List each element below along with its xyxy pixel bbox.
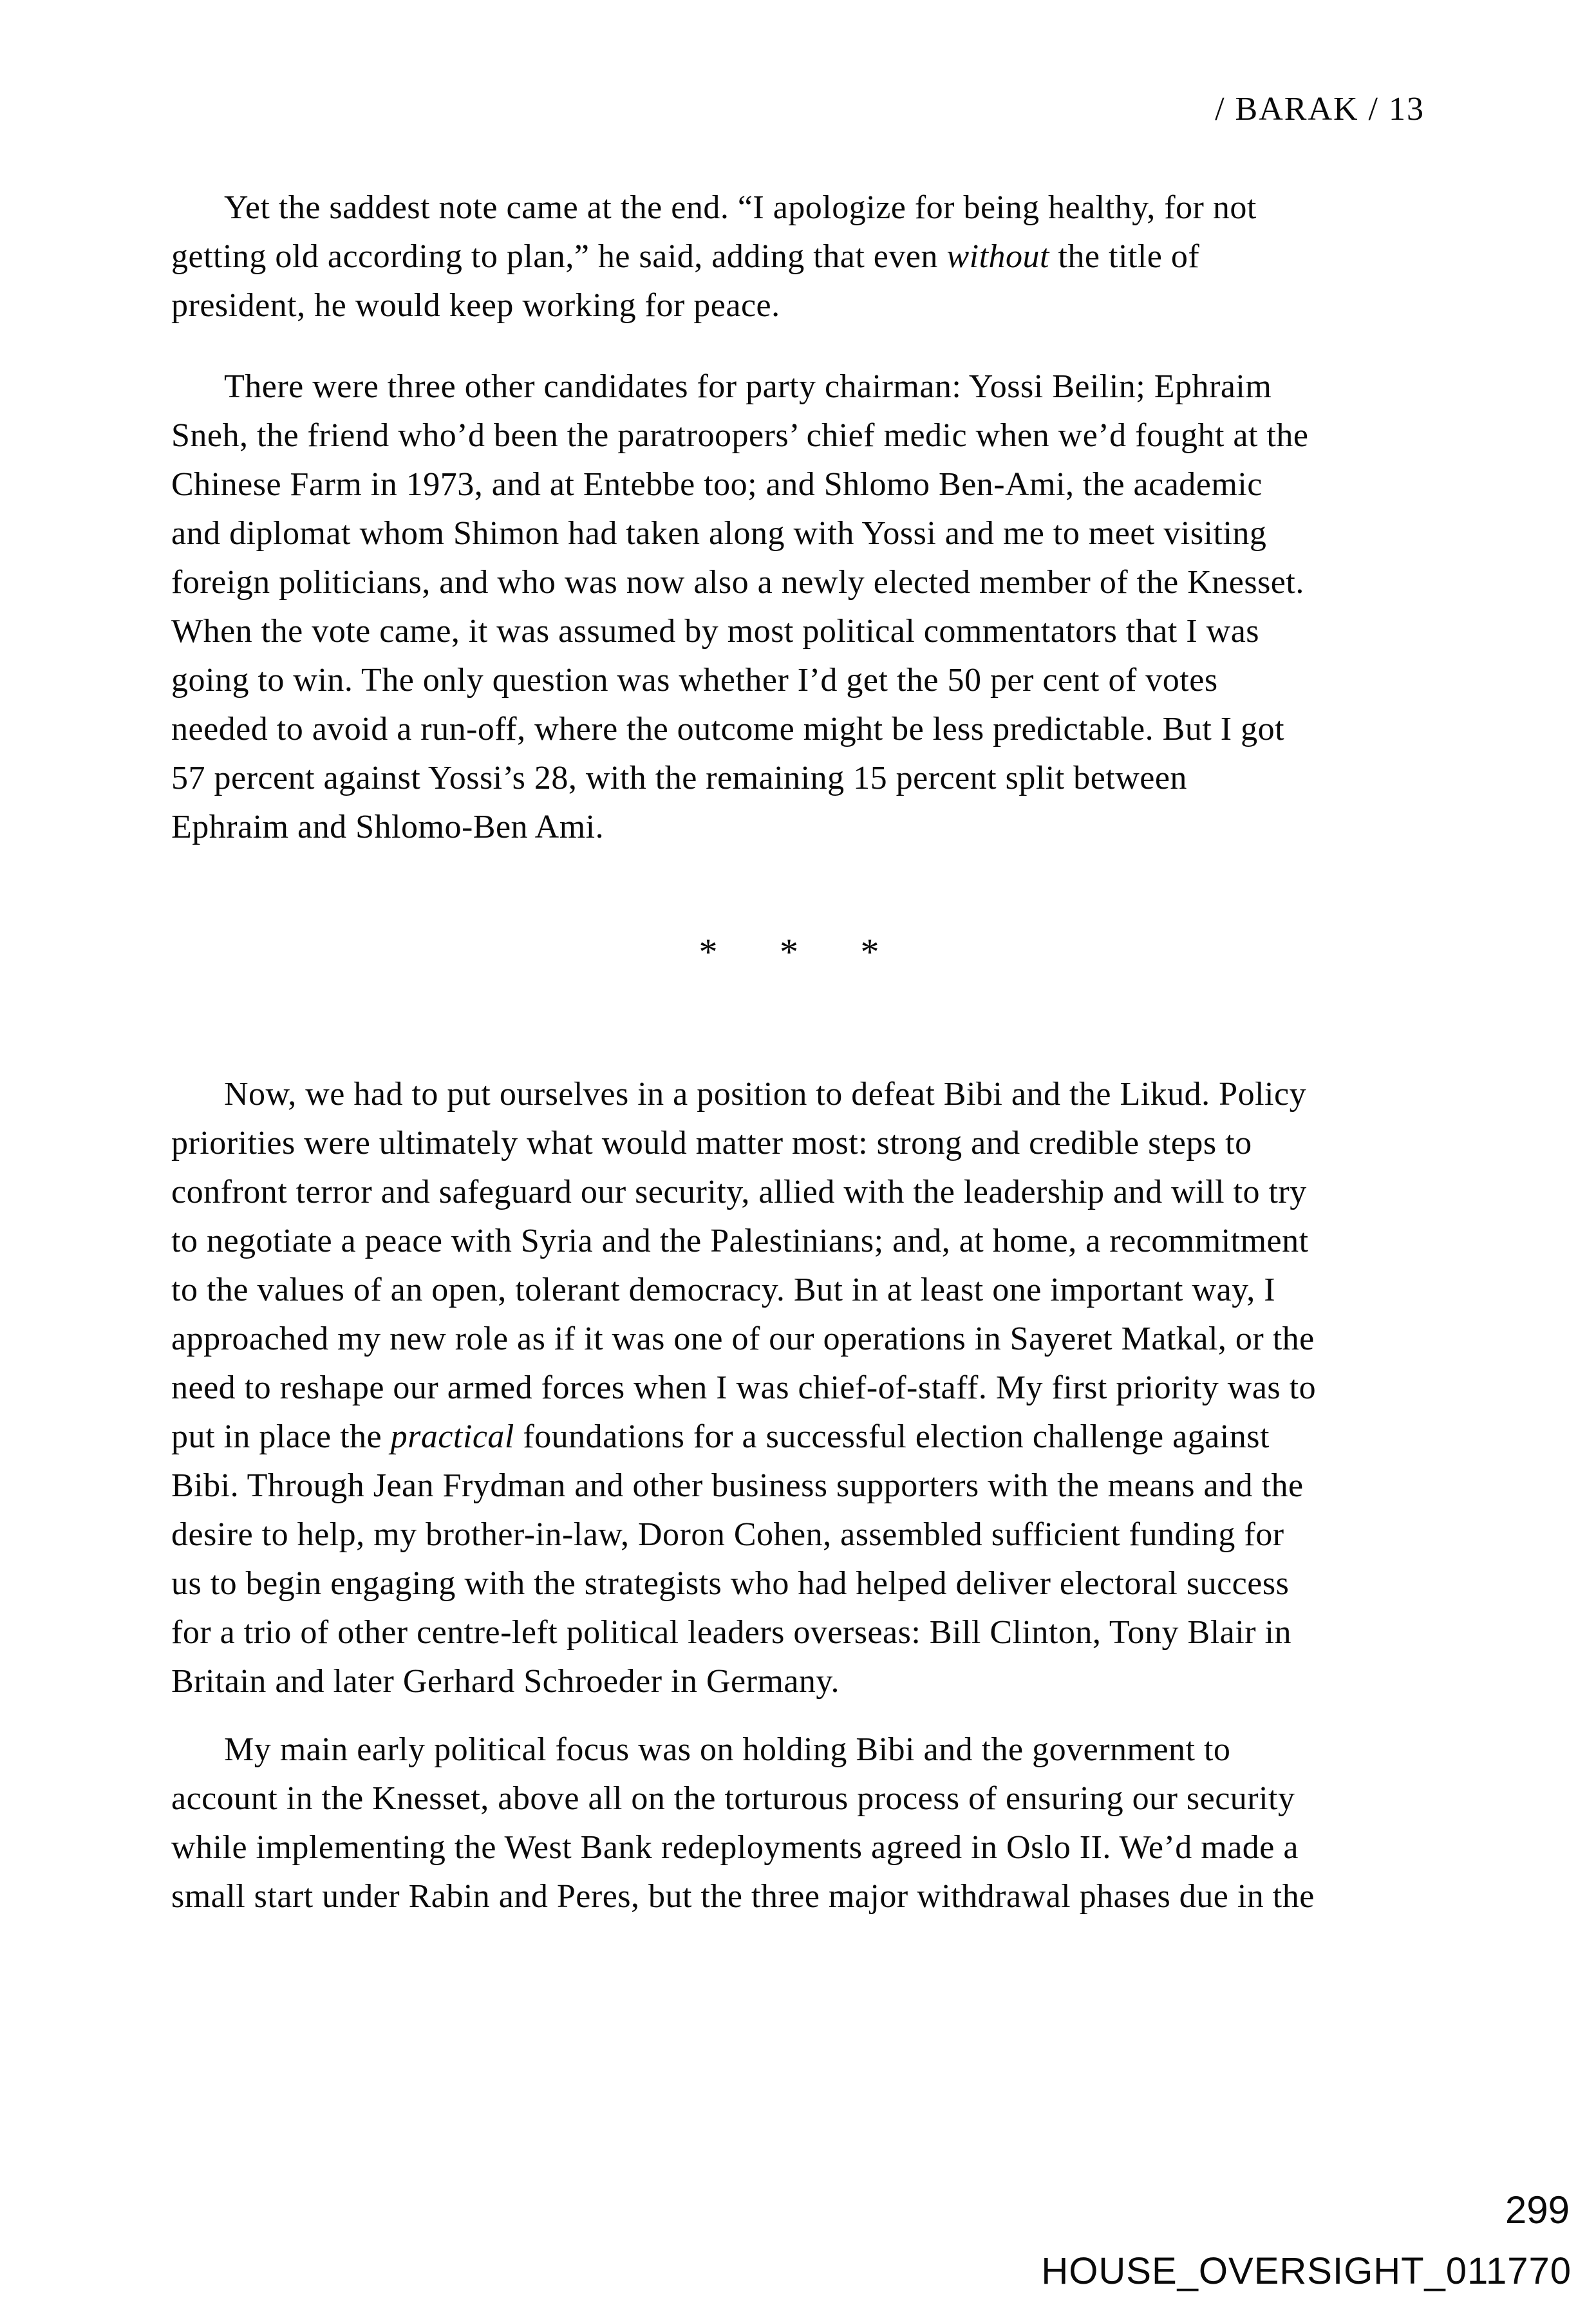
text-line: Chinese Farm in 1973, and at Entebbe too; and Shlomo Ben-Ami, the academic (171, 466, 1263, 503)
paragraph (171, 1725, 1407, 1921)
text-line: put in place the practical foundations for a successful election challenge against (171, 1418, 1270, 1455)
text-line: desire to help, my brother-in-law, Doron Cohen, assembled sufficient funding for (171, 1516, 1284, 1553)
text-line: needed to avoid a run-off, where the outcome might be less predictable. But I got (171, 711, 1285, 747)
text-line: to negotiate a peace with Syria and the Palestinians; and, at home, a recommitment (171, 1223, 1309, 1259)
paragraph (171, 183, 1407, 330)
text-line: to the values of an open, tolerant democracy. But in at least one important way, I (171, 1272, 1276, 1308)
text-line: Britain and later Gerhard Schroeder in Germany. (171, 1663, 840, 1700)
paragraph (171, 362, 1407, 852)
text-line: There were three other candidates for party chairman: Yossi Beilin; Ephraim (224, 368, 1272, 405)
text-line: need to reshape our armed forces when I was chief-of-staff. My first priority was to (171, 1369, 1317, 1406)
paragraph (171, 1070, 1407, 1706)
text-line: Yet the saddest note came at the end. “I apologize for being healthy, for not (224, 189, 1257, 226)
text-line: going to win. The only question was whether I’d get the 50 per cent of votes (171, 662, 1218, 699)
text-line: for a trio of other centre-left political leaders overseas: Bill Clinton, Tony Blair in (171, 1614, 1291, 1651)
text-line: getting old according to plan,” he said, adding that even without the title of (171, 238, 1200, 275)
text-line: approached my new role as if it was one of our operations in Sayeret Matkal, or the (171, 1321, 1315, 1357)
bates-stamp-id: HOUSE_OVERSIGHT_011770 (1041, 2250, 1572, 2292)
text-line: Now, we had to put ourselves in a position to defeat Bibi and the Likud. Policy (224, 1076, 1307, 1113)
text-line: and diplomat whom Shimon had taken along with Yossi and me to meet visiting (171, 515, 1267, 552)
text-line: My main early political focus was on holding Bibi and the government to (224, 1731, 1231, 1768)
text-line: small start under Rabin and Peres, but the three major withdrawal phases due in the (171, 1878, 1315, 1915)
text-line: Bibi. Through Jean Frydman and other business supporters with the means and the (171, 1467, 1304, 1504)
body-text (171, 183, 1407, 1921)
text-line: president, he would keep working for peace. (171, 287, 780, 324)
text-line: account in the Knesset, above all on the torturous process of ensuring our security (171, 1780, 1295, 1817)
text-line: priorities were ultimately what would matter most: strong and credible steps to (171, 1125, 1252, 1161)
text-line: while implementing the West Bank redeployments agreed in Oslo II. We’d made a (171, 1829, 1299, 1866)
running-header: / BARAK / 13 (1215, 91, 1425, 127)
text-line: confront terror and safeguard our security, allied with the leadership and will to try (171, 1174, 1307, 1210)
text-line: 57 percent against Yossi’s 28, with the remaining 15 percent split between (171, 760, 1187, 796)
text-line: Ephraim and Shlomo-Ben Ami. (171, 809, 605, 845)
section-separator: * * * (699, 931, 880, 973)
page-number: 299 (1505, 2188, 1570, 2232)
text-line: us to begin engaging with the strategists who had helped deliver electoral success (171, 1565, 1290, 1602)
text-line: When the vote came, it was assumed by most political commentators that I was (171, 613, 1260, 650)
text-line: Sneh, the friend who’d been the paratroopers’ chief medic when we’d fought at the (171, 417, 1309, 454)
text-line: foreign politicians, and who was now also a newly elected member of the Knesset. (171, 564, 1304, 601)
